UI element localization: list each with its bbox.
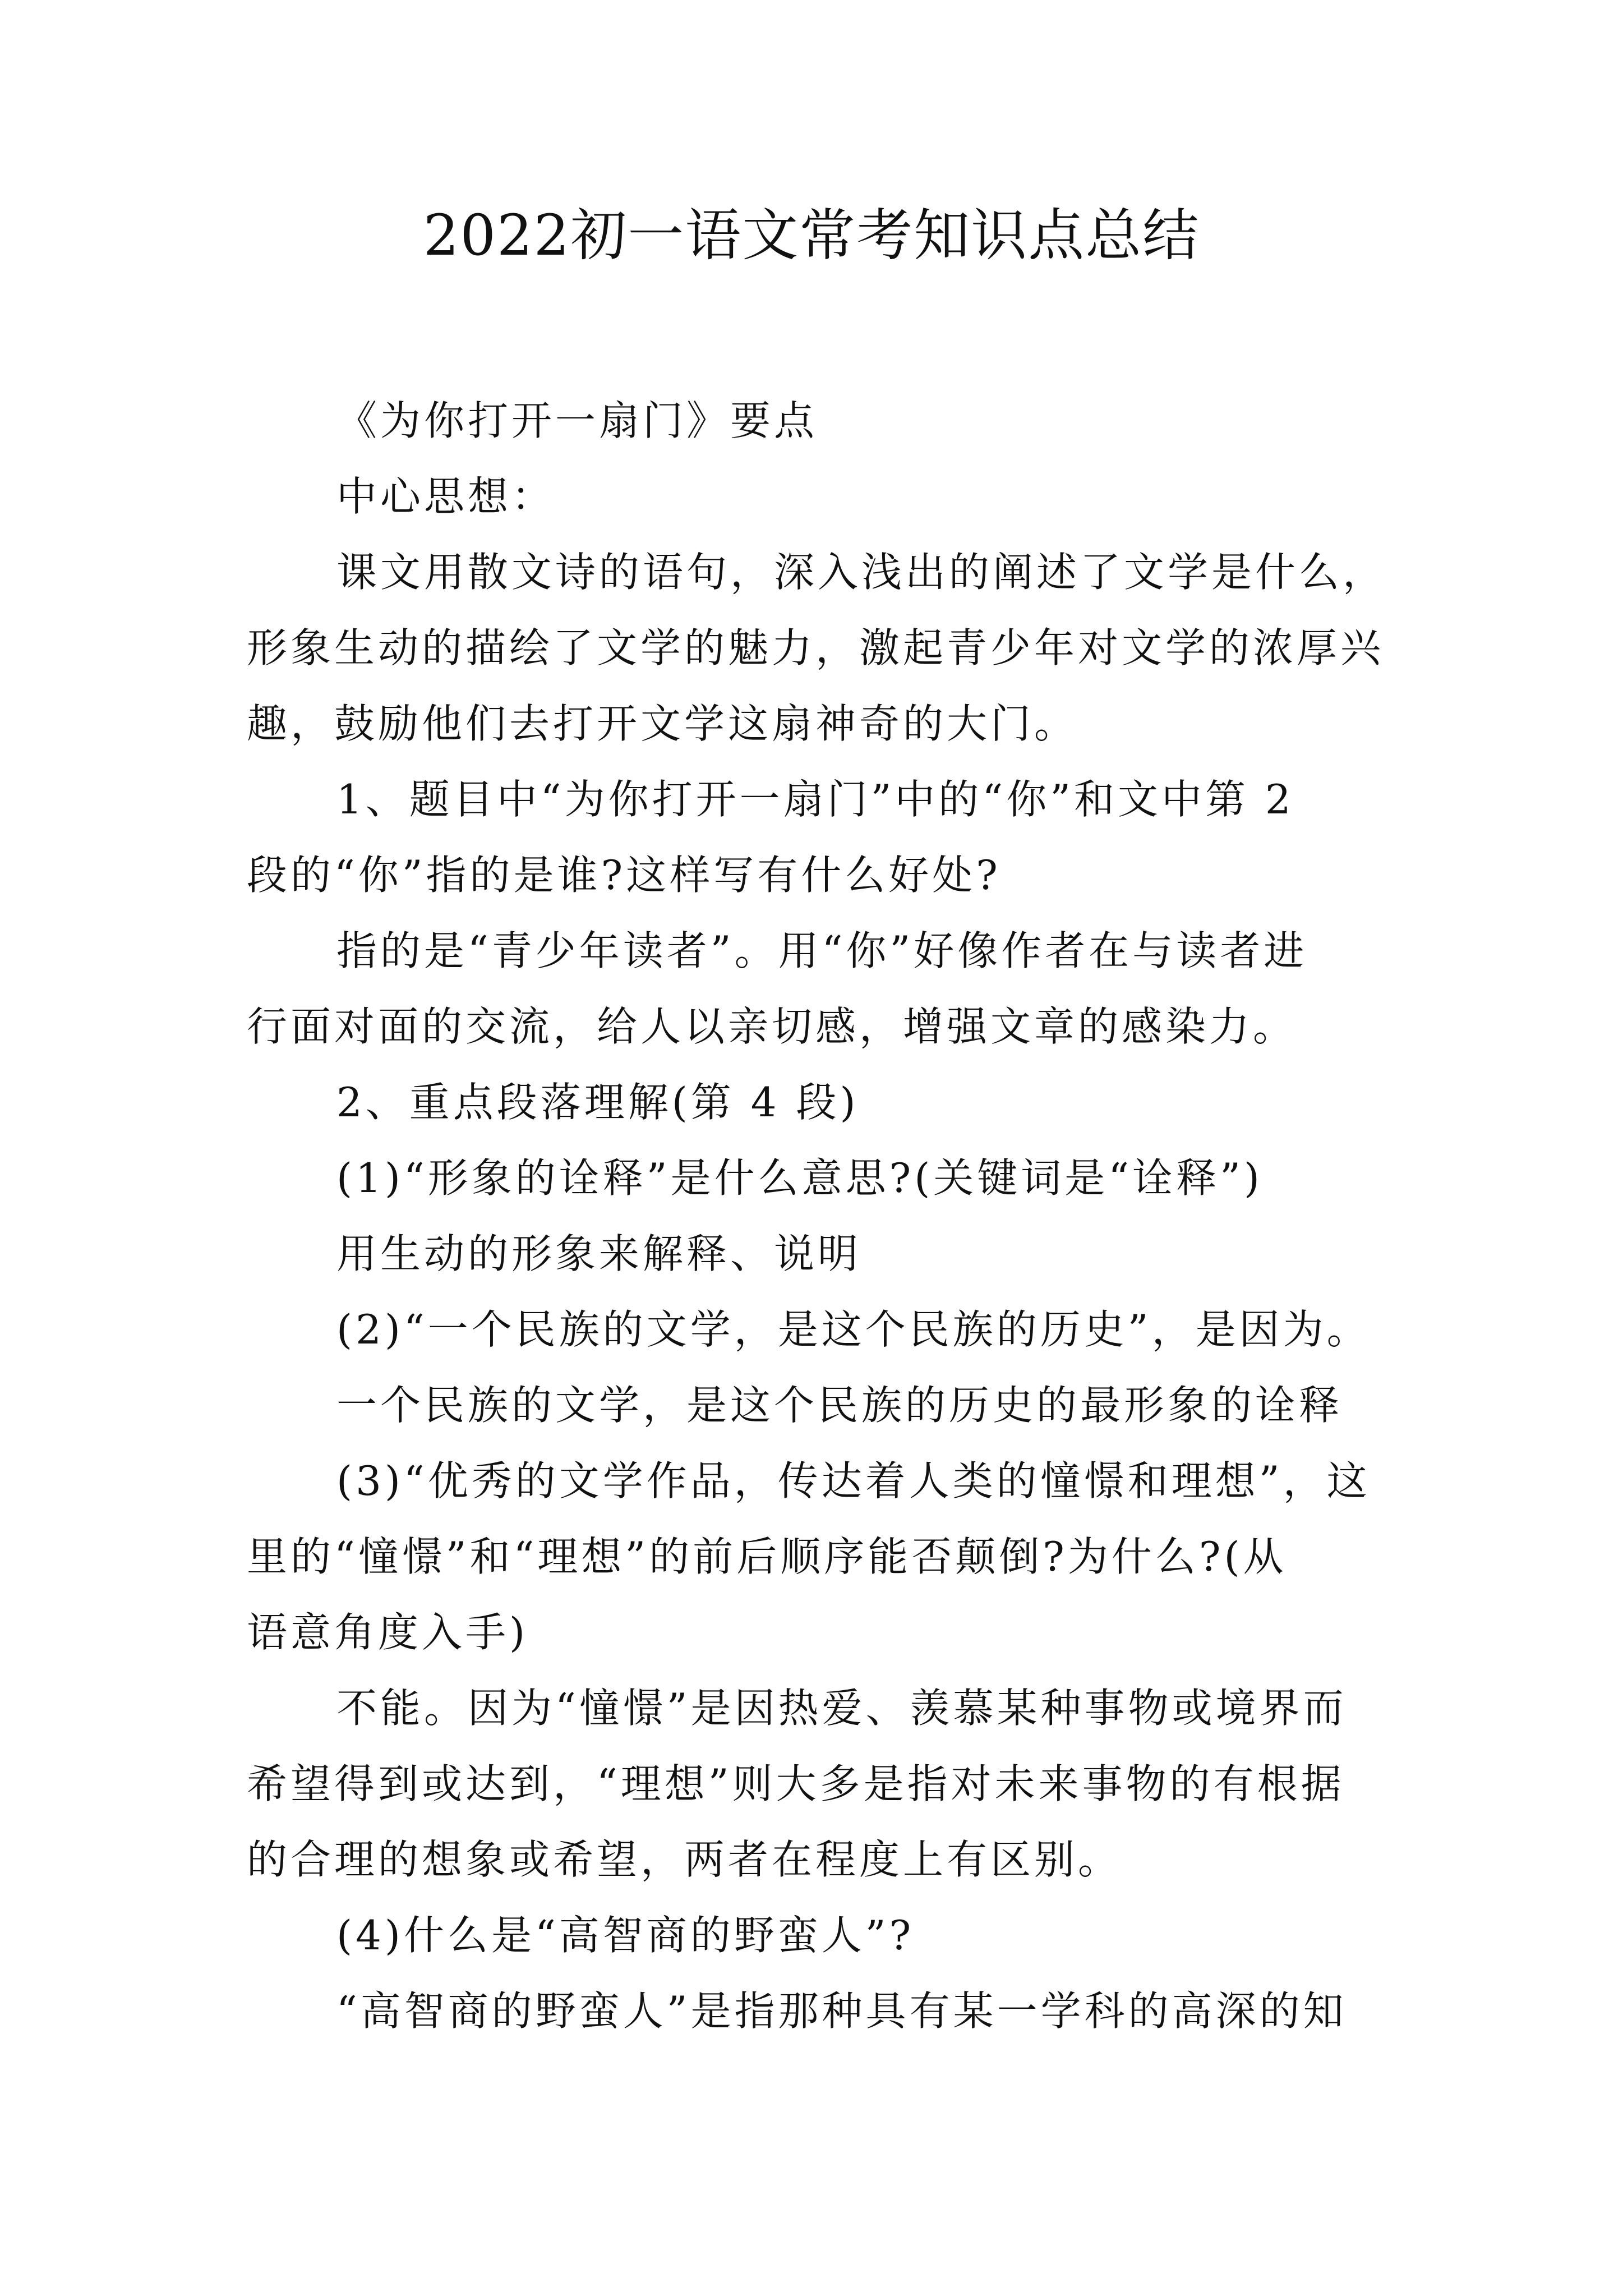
- question-line: 2、重点段落理解(第 4 段): [336, 1079, 859, 1126]
- answer-line: 行面对面的交流，给人以亲切感，增强文章的感染力。: [247, 1003, 1297, 1050]
- question-line: (2)“一个民族的文学，是这个民族的历史”，是因为。: [336, 1306, 1371, 1353]
- question-line: (4)什么是“高智商的野蛮人”?: [336, 1912, 915, 1959]
- question-line: 里的“憧憬”和“理想”的前后顺序能否颠倒?为什么?(从: [247, 1533, 1287, 1580]
- answer-line: “高智商的野蛮人”是指那种具有某一学科的高深的知: [336, 1987, 1347, 2035]
- question-line: (3)“优秀的文学作品，传达着人类的憧憬和理想”，这: [336, 1457, 1371, 1504]
- paragraph-line: 课文用散文诗的语句，深入浅出的阐述了文学是什么，: [336, 549, 1387, 596]
- answer-line: 用生动的形象来解释、说明: [336, 1230, 862, 1277]
- answer-line: 希望得到或达到，“理想”则大多是指对未来事物的有根据: [247, 1760, 1345, 1807]
- question-line: 语意角度入手): [247, 1609, 529, 1656]
- answer-line: 的合理的想象或希望，两者在程度上有区别。: [247, 1836, 1122, 1883]
- section-heading: 《为你打开一扇门》要点: [336, 397, 818, 444]
- answer-line: 指的是“青少年读者”。用“你”好像作者在与读者进: [336, 927, 1308, 974]
- document-title: 2022初一语文常考知识点总结: [423, 203, 1200, 268]
- answer-line: 不能。因为“憧憬”是因热爱、羡慕某种事物或境界而: [336, 1685, 1347, 1732]
- paragraph-line: 趣，鼓励他们去打开文学这扇神奇的大门。: [247, 700, 1078, 747]
- paragraph-line: 形象生动的描绘了文学的魅力，激起青少年对文学的浓厚兴: [247, 624, 1385, 671]
- question-line: 1、题目中“为你打开一扇门”中的“你”和文中第 2: [336, 776, 1294, 823]
- question-line: 段的“你”指的是谁?这样写有什么好处?: [247, 852, 1001, 899]
- question-line: (1)“形象的诠释”是什么意思?(关键词是“诠释”): [336, 1154, 1264, 1202]
- answer-line: 一个民族的文学，是这个民族的历史的最形象的诠释: [336, 1382, 1343, 1429]
- subheading: 中心思想：: [336, 473, 556, 520]
